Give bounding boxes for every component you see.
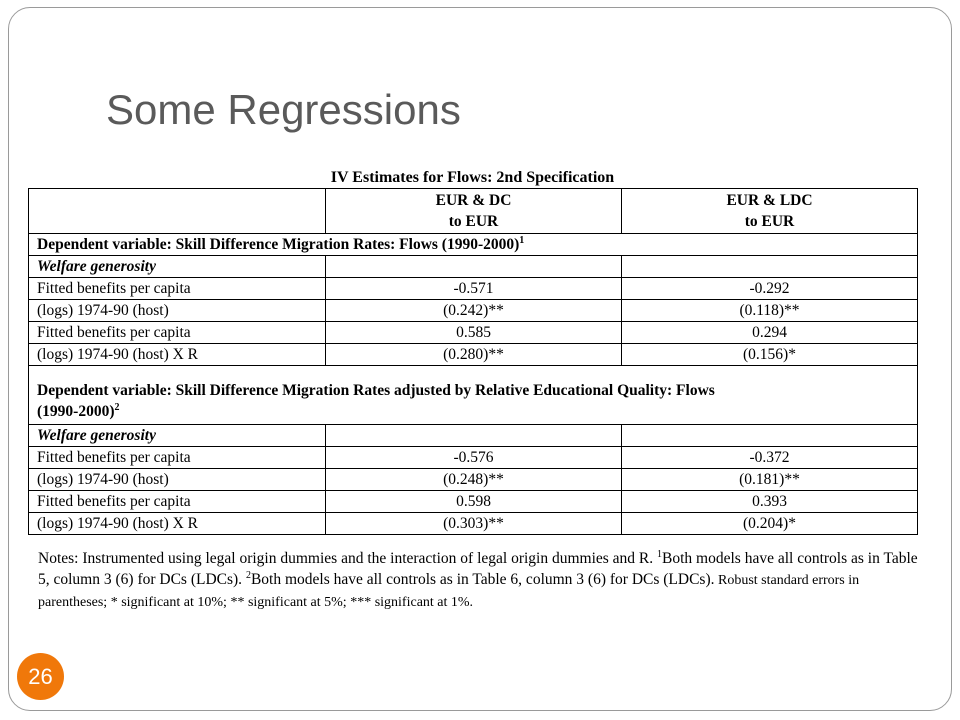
panel2-dependent-line2: (1990-2000)$^2$ xyxy=(37,401,120,420)
table-row xyxy=(29,469,918,491)
notes-text: Both models have all controls as in Table 6, column 3 (6) for DCs (LDCs). xyxy=(250,571,715,588)
panel1-dependent-row xyxy=(29,234,918,256)
column-header-eur-dc: EUR & DC to EUR xyxy=(326,189,622,234)
row-label: (logs) 1974-90 (host) X R xyxy=(29,344,326,366)
cell-value: (0.204)* xyxy=(622,513,918,535)
cell-value: (0.118)** xyxy=(622,300,918,322)
row-label: (logs) 1974-90 (host) xyxy=(29,469,326,491)
table-row xyxy=(29,278,918,300)
panel2-subheading-row xyxy=(29,425,918,447)
footnote-mark: 2 xyxy=(245,569,251,581)
cell-value: (0.181)** xyxy=(622,469,918,491)
column-header-eur-ldc: EUR & LDC to EUR xyxy=(622,189,918,234)
row-label: Fitted benefits per capita xyxy=(29,278,326,300)
panel1-subheading: Welfare generosity xyxy=(29,256,326,278)
empty-cell xyxy=(326,425,622,447)
spacer-cell xyxy=(29,366,918,381)
footnote-mark: 1 xyxy=(657,548,663,560)
empty-cell xyxy=(622,425,918,447)
table-notes xyxy=(38,548,918,613)
table-row xyxy=(29,491,918,513)
notes-text: Notes: Instrumented using legal origin dummies and the interaction of legal origin dummies and R. xyxy=(38,550,658,567)
footnote-mark-2: 2 xyxy=(114,401,120,413)
panel2-subheading: Welfare generosity xyxy=(29,425,326,447)
cell-value: (0.156)* xyxy=(622,344,918,366)
regression-table xyxy=(28,188,918,535)
table-row xyxy=(29,447,918,469)
empty-cell xyxy=(326,256,622,278)
notes-text: Robust standard errors in parentheses; * significant at 10%; ** significant at 5%; *** significant at 1%. xyxy=(38,573,860,610)
slide-number-badge: 26 xyxy=(17,653,64,700)
row-label: (logs) 1974-90 (host) X R xyxy=(29,513,326,535)
empty-cell xyxy=(622,256,918,278)
table-caption: IV Estimates for Flows: 2nd Specification xyxy=(330,169,615,186)
table-row xyxy=(29,344,918,366)
panel2-dependent-variable: Dependent variable: Skill Difference Migration Rates adjusted by Relative Educational Quality: Flows (1990-2000)$^2$ xyxy=(29,380,918,425)
cell-value: (0.303)** xyxy=(326,513,622,535)
cell-value: -0.292 xyxy=(622,278,918,300)
header-blank-cell xyxy=(29,189,326,234)
table-row xyxy=(29,513,918,535)
row-label: Fitted benefits per capita xyxy=(29,447,326,469)
cell-value: -0.372 xyxy=(622,447,918,469)
row-label: Fitted benefits per capita xyxy=(29,322,326,344)
cell-value: -0.571 xyxy=(326,278,622,300)
panel2-dependent-row xyxy=(29,380,918,425)
table-row xyxy=(29,322,918,344)
cell-value: (0.242)** xyxy=(326,300,622,322)
slide-title: Some Regressions xyxy=(106,86,461,133)
footnote-mark-1: 1 xyxy=(519,234,525,246)
cell-value: 0.294 xyxy=(622,322,918,344)
cell-value: 0.393 xyxy=(622,491,918,513)
cell-value: (0.280)** xyxy=(326,344,622,366)
cell-value: (0.248)** xyxy=(326,469,622,491)
notes-text: Both models have all controls as in Table 5, column 3 (6) for DCs (LDCs). xyxy=(38,550,918,588)
cell-value: 0.585 xyxy=(326,322,622,344)
cell-value: -0.576 xyxy=(326,447,622,469)
table-row xyxy=(29,300,918,322)
panel1-dependent-variable: Dependent variable: Skill Difference Migration Rates: Flows (1990-2000)$^1$ xyxy=(29,234,918,256)
cell-value: 0.598 xyxy=(326,491,622,513)
panel1-subheading-row xyxy=(29,256,918,278)
row-label: Fitted benefits per capita xyxy=(29,491,326,513)
spacer-row xyxy=(29,366,918,381)
table-header-row xyxy=(29,189,918,234)
row-label: (logs) 1974-90 (host) xyxy=(29,300,326,322)
